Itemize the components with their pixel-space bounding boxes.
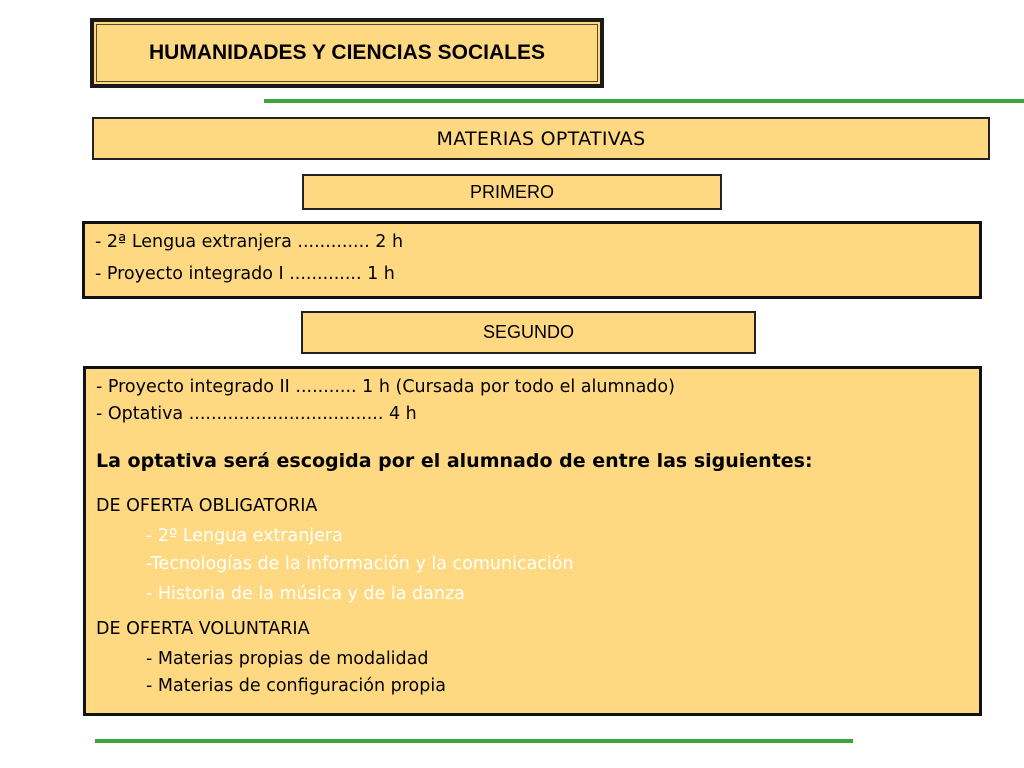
voluntaria-heading: DE OFERTA VOLUNTARIA <box>96 619 310 639</box>
voluntaria-item-2: - Materias de configuración propia <box>146 676 446 696</box>
obligatoria-item-1: - 2º Lengua extranjera <box>146 526 343 546</box>
voluntaria-item-1: - Materias propias de modalidad <box>146 649 429 669</box>
segundo-line-1: - Proyecto integrado II ........... 1 h (Cursada por todo el alumnado) <box>96 377 675 397</box>
subtitle-box: MATERIAS OPTATIVAS <box>92 117 990 160</box>
obligatoria-item-2: -Tecnologías de la información y la comunicación <box>146 554 574 574</box>
primero-heading: PRIMERO <box>302 174 722 210</box>
segundo-heading: SEGUNDO <box>301 311 756 354</box>
segundo-line-2: - Optativa ................................... 4 h <box>96 404 417 424</box>
segundo-note: La optativa será escogida por el alumnado de entre las siguientes: <box>96 450 813 472</box>
primero-line-2: - Proyecto integrado I ............. 1 h <box>95 264 395 284</box>
bottom-divider <box>95 739 853 743</box>
primero-line-1: - 2ª Lengua extranjera ............. 2 h <box>95 232 404 252</box>
obligatoria-heading: DE OFERTA OBLIGATORIA <box>96 496 318 516</box>
segundo-panel <box>83 366 982 716</box>
top-divider <box>264 99 1024 103</box>
obligatoria-item-3: - Historia de la música y de la danza <box>146 584 465 604</box>
page-title: HUMANIDADES Y CIENCIAS SOCIALES <box>90 18 604 88</box>
primero-panel <box>82 221 982 299</box>
